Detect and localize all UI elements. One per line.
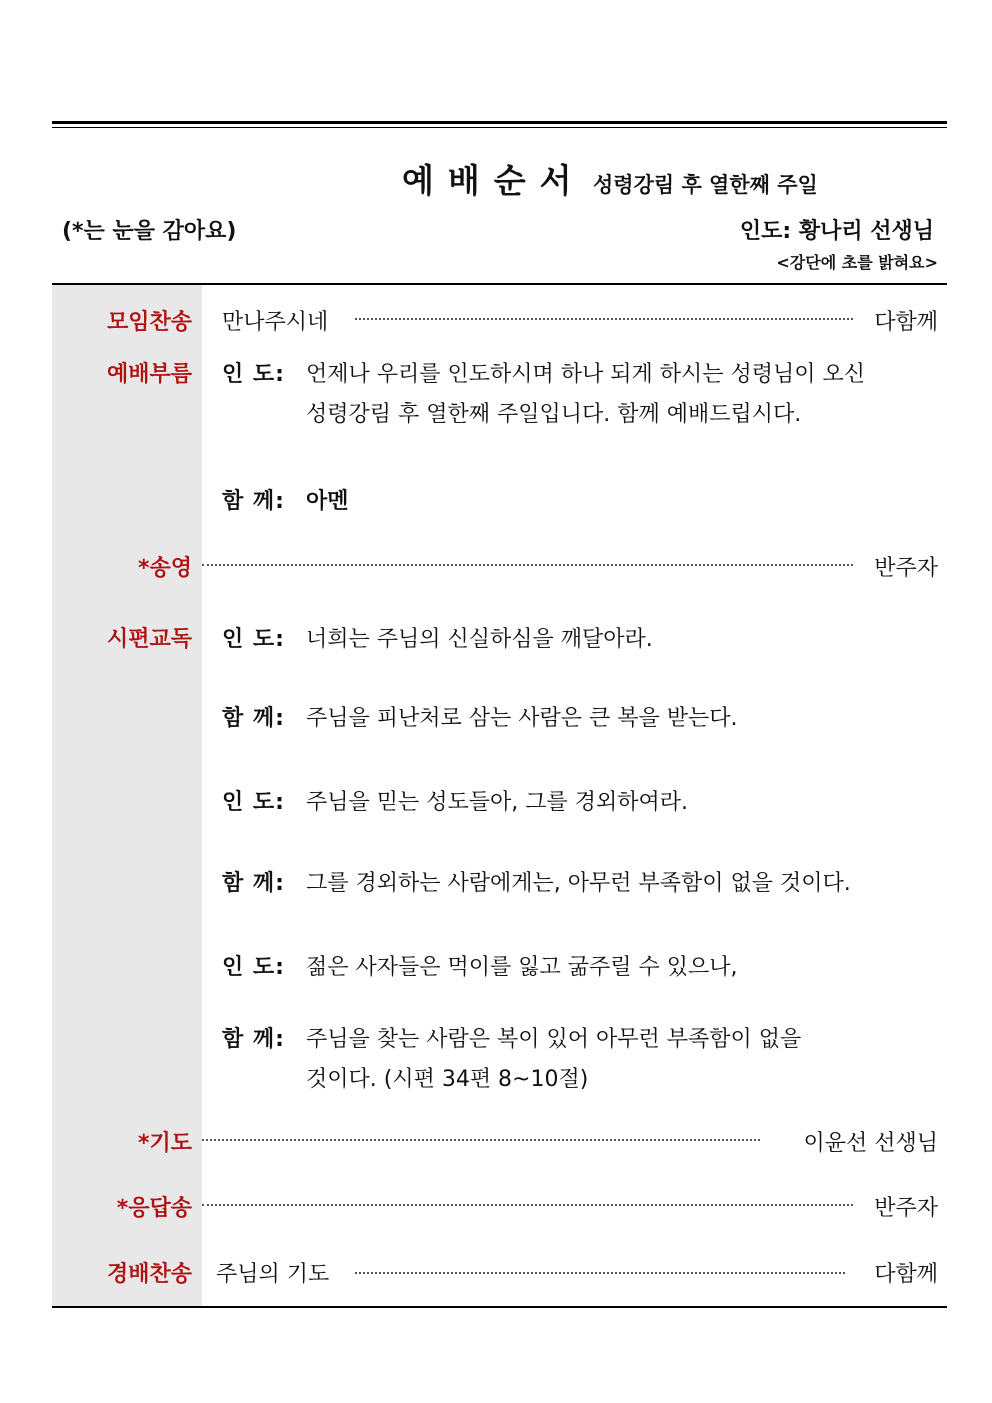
psalm-line: 너희는 주님의 신실하심을 깨달아라. — [306, 627, 653, 652]
gathering-hymn-who: 다함께 — [874, 310, 938, 335]
doxology-label: *송영 — [137, 556, 192, 581]
candle-note: <강단에 초를 밝혀요> — [776, 253, 938, 272]
response-song-label: *응답송 — [116, 1196, 192, 1221]
doxology-who: 반주자 — [874, 556, 938, 581]
closing-hymn-label: 경배찬송 — [106, 1262, 192, 1287]
call-all-speaker: 함 께: — [222, 489, 285, 514]
service-leader: 인도: 황나리 선생님 — [739, 219, 934, 244]
call-all-line: 아멘 — [306, 489, 349, 514]
closing-hymn-who: 다함께 — [874, 1262, 938, 1287]
gathering-hymn-label: 모임찬송 — [106, 310, 192, 335]
psalm-speaker: 인 도: — [222, 955, 285, 980]
leader-dots — [202, 1139, 760, 1141]
psalm-line: 그를 경외하는 사람에게는, 아무런 부족함이 없을 것이다. — [306, 871, 851, 896]
psalm-line: 주님을 찾는 사람은 복이 있어 아무런 부족함이 없을 — [306, 1027, 802, 1052]
psalm-speaker: 함 께: — [222, 706, 285, 731]
leader-dots — [202, 564, 853, 566]
closing-hymn-title: 주님의 기도 — [216, 1262, 330, 1287]
leader-dots — [202, 1204, 853, 1206]
response-song-who: 반주자 — [874, 1196, 938, 1221]
page-subtitle: 성령강림 후 열한째 주일 — [593, 173, 818, 197]
eyes-closed-note: (*는 눈을 감아요) — [62, 219, 237, 244]
leader-dots — [355, 1272, 845, 1274]
call-leader-speaker: 인 도: — [222, 362, 285, 387]
psalm-speaker: 인 도: — [222, 790, 285, 815]
leader-dots — [355, 318, 853, 320]
psalm-line: 주님을 믿는 성도들아, 그를 경외하여라. — [306, 790, 688, 815]
psalm-speaker: 함 께: — [222, 871, 285, 896]
call-leader-line-1: 언제나 우리를 인도하시며 하나 되게 하시는 성령님이 오신 — [306, 362, 866, 387]
page-title: 예배순서 — [402, 161, 586, 200]
gathering-hymn-title: 만나주시네 — [222, 310, 329, 335]
call-leader-line-2: 성령강림 후 열한째 주일입니다. 함께 예배드립시다. — [306, 402, 802, 427]
psalm-line-continued: 것이다. (시편 34편 8~10절) — [306, 1067, 589, 1092]
prayer-label: *기도 — [137, 1131, 192, 1156]
psalm-speaker: 인 도: — [222, 627, 285, 652]
psalm-line: 젊은 사자들은 먹이를 잃고 굶주릴 수 있으나, — [306, 955, 738, 980]
title-row — [0, 155, 992, 205]
psalm-line: 주님을 피난처로 삼는 사람은 큰 복을 받는다. — [306, 706, 738, 731]
top-thin-rule — [52, 127, 947, 128]
bottom-rule — [52, 1306, 947, 1308]
prayer-who: 이윤선 선생님 — [803, 1131, 938, 1156]
call-to-worship-label: 예배부름 — [106, 362, 192, 387]
top-double-rule — [52, 121, 947, 124]
psalm-speaker: 함 께: — [222, 1027, 285, 1052]
psalm-reading-label: 시편교독 — [106, 627, 192, 652]
